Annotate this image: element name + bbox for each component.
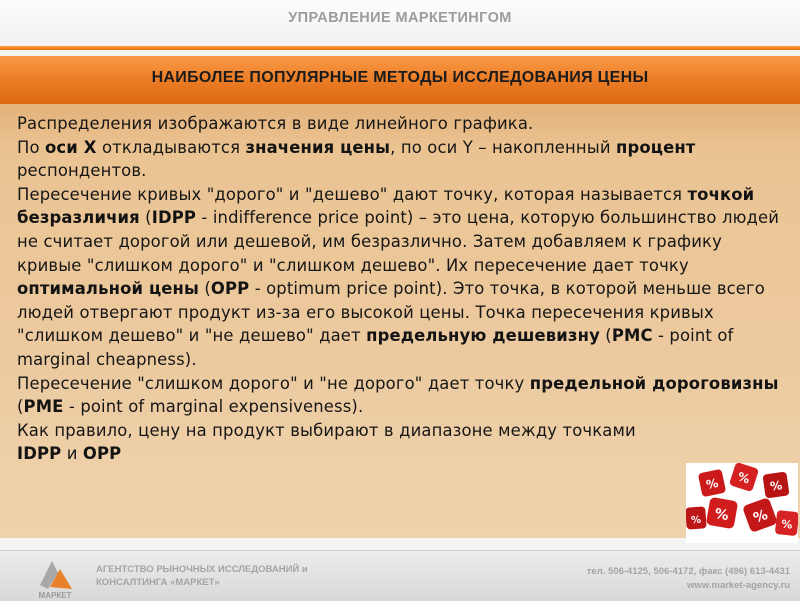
paragraph-intro: Распределения изображаются в виде линейного графика. xyxy=(17,114,534,133)
slide-title: НАИБОЛЕЕ ПОПУЛЯРНЫЕ МЕТОДЫ ИССЛЕДОВАНИЯ ЦЕНЫ xyxy=(151,69,649,86)
percent-dice-icon xyxy=(686,463,798,543)
svg-text:%: % xyxy=(704,475,720,493)
svg-text:%: % xyxy=(735,469,752,487)
market-logo-icon xyxy=(30,557,80,599)
highlight-marginal-expensiveness: предельной дороговизны xyxy=(529,373,779,393)
paragraph-expensiveness: Пересечение "слишком дорого" и "не дорого" дает точку предельной дороговизны (PME - point of marginal expensiveness). xyxy=(17,373,779,417)
paragraph-conclusion: Как правило, цену на продукт выбирают в диапазоне между точками IDPP и OPP xyxy=(17,420,636,464)
footer xyxy=(0,550,800,601)
highlight-price-values: значения цены xyxy=(245,137,391,157)
svg-text:%: % xyxy=(769,478,784,494)
highlight-idpp: IDPP xyxy=(151,208,197,228)
highlight-conclusion-opp: OPP xyxy=(82,444,122,464)
svg-text:%: % xyxy=(713,505,730,525)
highlight-percent: процент xyxy=(616,137,696,157)
svg-text:%: % xyxy=(751,506,771,527)
highlight-pme: PME xyxy=(23,397,64,417)
highlight-indifference-point: точкой безразличия xyxy=(17,184,755,228)
highlight-x-axis: оси X xyxy=(45,137,97,157)
contacts xyxy=(587,565,790,593)
svg-text:%: % xyxy=(780,517,794,532)
svg-text:%: % xyxy=(690,514,702,527)
section-title: УПРАВЛЕНИЕ МАРКЕТИНГОМ xyxy=(288,10,512,26)
highlight-opp: OPP xyxy=(210,279,250,299)
highlight-optimal-price: оптимальной цены xyxy=(17,279,199,299)
paragraph-axes: По оси X откладываются значения цены, по оси Y – накопленный процент респондентов. xyxy=(17,137,696,181)
content-text xyxy=(17,112,787,466)
highlight-conclusion-idpp: IDPP xyxy=(17,444,62,464)
top-header xyxy=(0,0,800,46)
paragraph-intersections: Пересечение кривых "дорого" и "дешево" дают точку, которая называется точкой безразличия (IDPP - indifference price point) – это цена, которую большинство людей не считает дорогой или дешевой, им безразлично. Затем добавляем к графику кривые "слишком дорого" и "слишком дешево". Их пересечение дает точку оптимальной цены (OPP - optimum price point). Это точка, в которой меньше всего людей отвергают продукт из-за его высокой цены. Точка пересечения кривых "слишком дешево" и "не дешево" дает предельную дешевизну (PMC - point of marginal cheapness). xyxy=(17,184,780,369)
logo-text: МАРКЕТ xyxy=(38,591,72,599)
website-link[interactable]: www.market-agency.ru xyxy=(687,580,790,591)
agency-name: АГЕНТСТВО РЫНОЧНЫХ ИССЛЕДОВАНИЙ и КОНСАЛТИНГА «МАРКЕТ» xyxy=(96,564,308,588)
phone-numbers: тел. 506-4125, 506-4172, факс (496) 613-4431 xyxy=(586,566,790,577)
content-panel xyxy=(0,104,800,538)
highlight-marginal-cheapness: предельную дешевизну xyxy=(366,326,600,346)
title-bar xyxy=(0,56,800,104)
header-divider xyxy=(0,46,800,50)
highlight-pmc: PMC xyxy=(611,326,653,346)
